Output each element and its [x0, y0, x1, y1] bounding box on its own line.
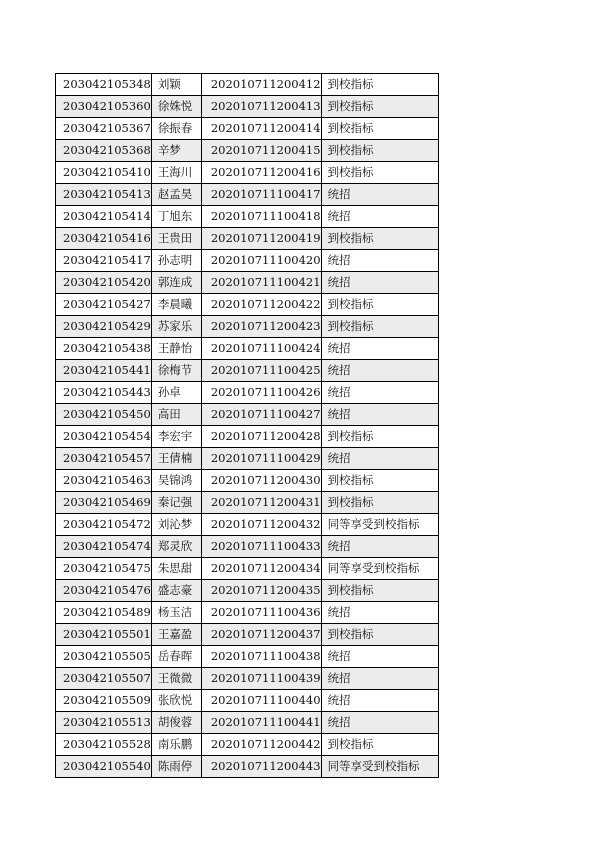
student-name-cell: 刘颖 — [151, 74, 201, 96]
table-row — [56, 316, 439, 338]
exam-number-cell: 203042105413 — [56, 184, 152, 206]
table-row — [56, 624, 439, 646]
exam-number-cell: 203042105348 — [56, 74, 152, 96]
admission-number-cell: 202010711200442 — [201, 734, 321, 756]
table-row — [56, 756, 439, 778]
exam-number-cell: 203042105367 — [56, 118, 152, 140]
admission-type-cell: 到校指标 — [321, 74, 438, 96]
table-row — [56, 690, 439, 712]
student-name-cell: 徐姝悦 — [151, 96, 201, 118]
exam-number-cell: 203042105513 — [56, 712, 152, 734]
student-name-cell: 赵孟昊 — [151, 184, 201, 206]
admission-number-cell: 202010711200443 — [201, 756, 321, 778]
admission-type-cell: 统招 — [321, 712, 438, 734]
table-row — [56, 206, 439, 228]
table-row — [56, 426, 439, 448]
table-row — [56, 294, 439, 316]
exam-number-cell: 203042105454 — [56, 426, 152, 448]
student-name-cell: 刘沁梦 — [151, 514, 201, 536]
student-name-cell: 胡俊蓉 — [151, 712, 201, 734]
exam-number-cell: 203042105509 — [56, 690, 152, 712]
student-name-cell: 郭连成 — [151, 272, 201, 294]
admission-type-cell: 到校指标 — [321, 426, 438, 448]
table-row — [56, 404, 439, 426]
student-name-cell: 王嘉盈 — [151, 624, 201, 646]
admission-number-cell: 202010711100420 — [201, 250, 321, 272]
admission-type-cell: 到校指标 — [321, 580, 438, 602]
table-row — [56, 140, 439, 162]
admission-number-cell: 202010711100424 — [201, 338, 321, 360]
admission-table — [55, 73, 439, 778]
table-row — [56, 712, 439, 734]
admission-type-cell: 统招 — [321, 250, 438, 272]
student-name-cell: 盛志豪 — [151, 580, 201, 602]
student-name-cell: 李宏宇 — [151, 426, 201, 448]
exam-number-cell: 203042105469 — [56, 492, 152, 514]
exam-number-cell: 203042105368 — [56, 140, 152, 162]
exam-number-cell: 203042105528 — [56, 734, 152, 756]
exam-number-cell: 203042105429 — [56, 316, 152, 338]
student-name-cell: 秦记强 — [151, 492, 201, 514]
exam-number-cell: 203042105360 — [56, 96, 152, 118]
student-name-cell: 王静怡 — [151, 338, 201, 360]
admission-type-cell: 到校指标 — [321, 140, 438, 162]
admission-number-cell: 202010711200419 — [201, 228, 321, 250]
admission-type-cell: 统招 — [321, 360, 438, 382]
table-row — [56, 118, 439, 140]
admission-number-cell: 202010711100421 — [201, 272, 321, 294]
table-row — [56, 184, 439, 206]
table-row — [56, 646, 439, 668]
student-name-cell: 吴锦鸿 — [151, 470, 201, 492]
table-row — [56, 580, 439, 602]
admission-number-cell: 202010711100439 — [201, 668, 321, 690]
admission-number-cell: 202010711100418 — [201, 206, 321, 228]
admission-type-cell: 统招 — [321, 206, 438, 228]
student-name-cell: 孙卓 — [151, 382, 201, 404]
table-row — [56, 74, 439, 96]
admission-number-cell: 202010711100426 — [201, 382, 321, 404]
exam-number-cell: 203042105427 — [56, 294, 152, 316]
student-name-cell: 杨玉洁 — [151, 602, 201, 624]
exam-number-cell: 203042105540 — [56, 756, 152, 778]
student-name-cell: 王贵田 — [151, 228, 201, 250]
admission-number-cell: 202010711100436 — [201, 602, 321, 624]
admission-type-cell: 统招 — [321, 646, 438, 668]
admission-number-cell: 202010711100433 — [201, 536, 321, 558]
table-row — [56, 558, 439, 580]
student-name-cell: 李晨曦 — [151, 294, 201, 316]
admission-number-cell: 202010711200431 — [201, 492, 321, 514]
admission-type-cell: 同等享受到校指标 — [321, 756, 438, 778]
admission-number-cell: 202010711100440 — [201, 690, 321, 712]
admission-number-cell: 202010711200416 — [201, 162, 321, 184]
student-name-cell: 王倩楠 — [151, 448, 201, 470]
table-row — [56, 338, 439, 360]
exam-number-cell: 203042105416 — [56, 228, 152, 250]
table-row — [56, 228, 439, 250]
student-name-cell: 丁旭东 — [151, 206, 201, 228]
student-name-cell: 徐梅节 — [151, 360, 201, 382]
exam-number-cell: 203042105417 — [56, 250, 152, 272]
student-name-cell: 徐振春 — [151, 118, 201, 140]
admission-number-cell: 202010711200423 — [201, 316, 321, 338]
admission-type-cell: 统招 — [321, 184, 438, 206]
student-name-cell: 王海川 — [151, 162, 201, 184]
table-body — [56, 74, 439, 778]
exam-number-cell: 203042105489 — [56, 602, 152, 624]
admission-type-cell: 统招 — [321, 272, 438, 294]
student-name-cell: 郑灵欣 — [151, 536, 201, 558]
student-name-cell: 苏家乐 — [151, 316, 201, 338]
student-name-cell: 辛梦 — [151, 140, 201, 162]
student-name-cell: 孙志明 — [151, 250, 201, 272]
table-row — [56, 162, 439, 184]
table-row — [56, 602, 439, 624]
admission-type-cell: 到校指标 — [321, 734, 438, 756]
table-row — [56, 272, 439, 294]
admission-number-cell: 202010711200413 — [201, 96, 321, 118]
table-row — [56, 360, 439, 382]
exam-number-cell: 203042105420 — [56, 272, 152, 294]
admission-number-cell: 202010711200414 — [201, 118, 321, 140]
admission-number-cell: 202010711100429 — [201, 448, 321, 470]
exam-number-cell: 203042105475 — [56, 558, 152, 580]
admission-type-cell: 到校指标 — [321, 228, 438, 250]
exam-number-cell: 203042105450 — [56, 404, 152, 426]
admission-type-cell: 到校指标 — [321, 294, 438, 316]
exam-number-cell: 203042105505 — [56, 646, 152, 668]
table-row — [56, 470, 439, 492]
admission-type-cell: 统招 — [321, 404, 438, 426]
admission-number-cell: 202010711200432 — [201, 514, 321, 536]
exam-number-cell: 203042105457 — [56, 448, 152, 470]
admission-type-cell: 到校指标 — [321, 118, 438, 140]
admission-type-cell: 到校指标 — [321, 492, 438, 514]
admission-number-cell: 202010711100425 — [201, 360, 321, 382]
admission-number-cell: 202010711200434 — [201, 558, 321, 580]
table-row — [56, 734, 439, 756]
student-name-cell: 岳春晖 — [151, 646, 201, 668]
admission-type-cell: 统招 — [321, 338, 438, 360]
exam-number-cell: 203042105438 — [56, 338, 152, 360]
admission-number-cell: 202010711100427 — [201, 404, 321, 426]
admission-number-cell: 202010711200437 — [201, 624, 321, 646]
admission-number-cell: 202010711100417 — [201, 184, 321, 206]
admission-type-cell: 到校指标 — [321, 624, 438, 646]
admission-number-cell: 202010711200430 — [201, 470, 321, 492]
admission-number-cell: 202010711100438 — [201, 646, 321, 668]
exam-number-cell: 203042105414 — [56, 206, 152, 228]
exam-number-cell: 203042105476 — [56, 580, 152, 602]
exam-number-cell: 203042105441 — [56, 360, 152, 382]
student-name-cell: 王微微 — [151, 668, 201, 690]
exam-number-cell: 203042105463 — [56, 470, 152, 492]
exam-number-cell: 203042105472 — [56, 514, 152, 536]
student-name-cell: 朱思甜 — [151, 558, 201, 580]
table-row — [56, 448, 439, 470]
admission-type-cell: 到校指标 — [321, 316, 438, 338]
exam-number-cell: 203042105410 — [56, 162, 152, 184]
admission-type-cell: 同等享受到校指标 — [321, 558, 438, 580]
admission-number-cell: 202010711200415 — [201, 140, 321, 162]
admission-number-cell: 202010711200422 — [201, 294, 321, 316]
admission-number-cell: 202010711200435 — [201, 580, 321, 602]
admission-type-cell: 同等享受到校指标 — [321, 514, 438, 536]
admission-type-cell: 统招 — [321, 602, 438, 624]
student-name-cell: 张欣悦 — [151, 690, 201, 712]
exam-number-cell: 203042105501 — [56, 624, 152, 646]
table-row — [56, 536, 439, 558]
admission-type-cell: 统招 — [321, 668, 438, 690]
table-row — [56, 96, 439, 118]
exam-number-cell: 203042105507 — [56, 668, 152, 690]
admission-type-cell: 到校指标 — [321, 96, 438, 118]
student-name-cell: 高田 — [151, 404, 201, 426]
table-row — [56, 382, 439, 404]
admission-type-cell: 统招 — [321, 536, 438, 558]
table-row — [56, 514, 439, 536]
admission-number-cell: 202010711200412 — [201, 74, 321, 96]
admission-type-cell: 统招 — [321, 382, 438, 404]
exam-number-cell: 203042105474 — [56, 536, 152, 558]
table-row — [56, 668, 439, 690]
admission-number-cell: 202010711200428 — [201, 426, 321, 448]
admission-type-cell: 统招 — [321, 690, 438, 712]
student-name-cell: 陈雨停 — [151, 756, 201, 778]
admission-type-cell: 统招 — [321, 448, 438, 470]
admission-type-cell: 到校指标 — [321, 470, 438, 492]
exam-number-cell: 203042105443 — [56, 382, 152, 404]
admission-type-cell: 到校指标 — [321, 162, 438, 184]
student-name-cell: 南乐鹏 — [151, 734, 201, 756]
table-row — [56, 250, 439, 272]
admission-number-cell: 202010711100441 — [201, 712, 321, 734]
table-row — [56, 492, 439, 514]
